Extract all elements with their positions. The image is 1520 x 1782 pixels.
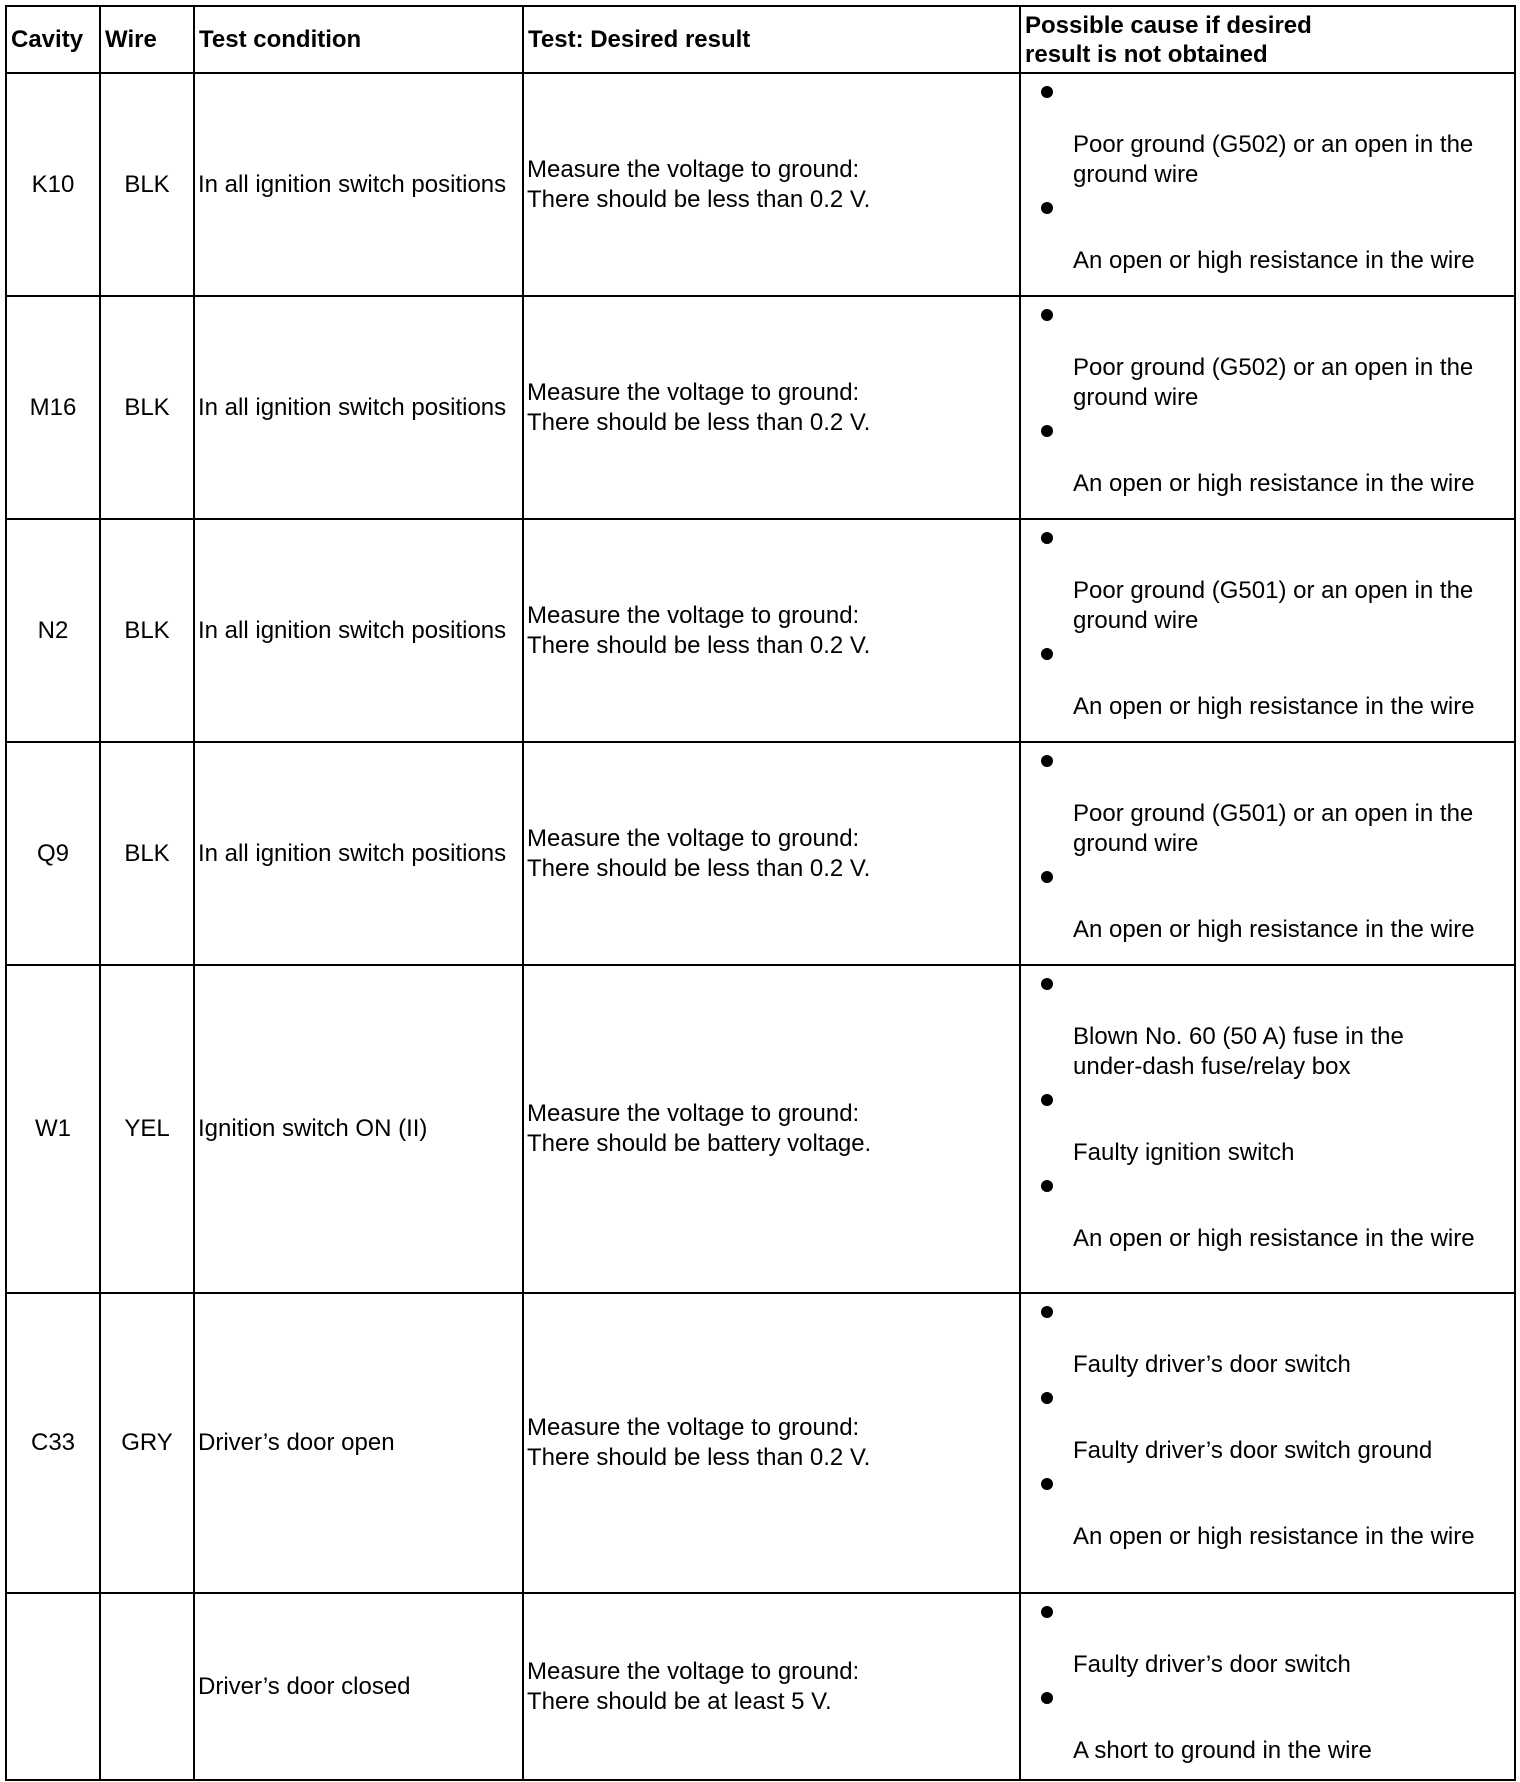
result-line-2: There should be less than 0.2 V. (527, 631, 871, 659)
cause-list (1021, 297, 1514, 499)
cause-text-line-1: An open or high resistance in the wire (1073, 693, 1475, 720)
cause-item (1021, 966, 1514, 1082)
cause-text (1073, 216, 1514, 276)
cause-item (1021, 1594, 1514, 1680)
cavity-cell: K10 (6, 73, 100, 296)
desired-result-cell (523, 519, 1020, 742)
result-line-1: Measure the voltage to ground: (527, 1657, 860, 1685)
desired-result-cell (523, 742, 1020, 965)
cavity-cell: Q9 (6, 742, 100, 965)
header-desired-result: Test: Desired result (523, 6, 1020, 73)
header-possible-cause (1020, 6, 1515, 73)
result-line-2: There should be at least 5 V. (527, 1687, 832, 1715)
cause-text-line-2: ground wire (1073, 607, 1199, 634)
cause-text-line-1: An open or high resistance in the wire (1073, 470, 1475, 497)
cavity-cell: N2 (6, 519, 100, 742)
bullet-icon (1041, 1392, 1053, 1404)
header-wire: Wire (100, 6, 194, 73)
cause-text (1073, 1406, 1514, 1466)
cause-list (1021, 74, 1514, 276)
cause-item (1021, 520, 1514, 636)
cavity-cell: W1 (6, 965, 100, 1293)
cause-text-line-2: ground wire (1073, 161, 1199, 188)
table-row (6, 519, 1515, 742)
wire-cell: YEL (100, 965, 194, 1293)
cause-item (1021, 413, 1514, 499)
possible-cause-cell (1020, 296, 1515, 519)
header-cavity: Cavity (6, 6, 100, 73)
test-condition-cell: Ignition switch ON (II) (194, 965, 523, 1293)
cause-text (1073, 769, 1514, 859)
cause-item (1021, 190, 1514, 276)
cavity-cell: C33 (6, 1293, 100, 1593)
cavity-cell (6, 1593, 100, 1780)
result-line-1: Measure the voltage to ground: (527, 601, 860, 629)
test-condition-cell: Driver’s door closed (194, 1593, 523, 1780)
desired-result-cell (523, 1293, 1020, 1593)
cause-text (1073, 885, 1514, 945)
bullet-icon (1041, 425, 1053, 437)
possible-cause-cell (1020, 519, 1515, 742)
cause-text-line-1: Poor ground (G501) or an open in the (1073, 577, 1474, 604)
test-condition-cell: Driver’s door open (194, 1293, 523, 1593)
table-row (6, 1593, 1515, 1780)
result-line-2: There should be less than 0.2 V. (527, 185, 871, 213)
result-line-2: There should be less than 0.2 V. (527, 1444, 871, 1471)
cause-list (1021, 1594, 1514, 1766)
cause-text-line-1: Faulty driver’s door switch (1073, 1651, 1351, 1678)
test-condition-cell: In all ignition switch positions (194, 519, 523, 742)
cause-list (1021, 966, 1514, 1254)
cause-text (1073, 1620, 1514, 1680)
cause-text-line-1: Faulty driver’s door switch ground (1073, 1437, 1433, 1464)
cause-item (1021, 1466, 1514, 1552)
bullet-icon (1041, 1606, 1053, 1618)
cause-text (1073, 1320, 1514, 1380)
test-condition-cell: In all ignition switch positions (194, 296, 523, 519)
cause-text-line-1: Blown No. 60 (50 A) fuse in the (1073, 1023, 1404, 1050)
cause-item (1021, 1168, 1514, 1254)
bullet-icon (1041, 86, 1053, 98)
table-row (6, 1293, 1515, 1593)
test-condition-cell: In all ignition switch positions (194, 742, 523, 965)
possible-cause-cell (1020, 965, 1515, 1293)
wire-cell: BLK (100, 519, 194, 742)
result-line-1: Measure the voltage to ground: (527, 1100, 860, 1127)
cause-text (1073, 1194, 1514, 1254)
cause-item (1021, 297, 1514, 413)
table-row (6, 73, 1515, 296)
cause-text-line-1: An open or high resistance in the wire (1073, 1225, 1475, 1252)
desired-result-cell (523, 73, 1020, 296)
wire-cell: BLK (100, 742, 194, 965)
cause-item (1021, 1082, 1514, 1168)
cause-text-line-1: Faulty driver’s door switch (1073, 1351, 1351, 1378)
cause-text-line-1: Poor ground (G502) or an open in the (1073, 131, 1474, 158)
wire-cell (100, 1593, 194, 1780)
result-line-2: There should be less than 0.2 V. (527, 408, 871, 436)
bullet-icon (1041, 309, 1053, 321)
cause-list (1021, 743, 1514, 945)
cause-text (1073, 662, 1514, 722)
cause-text-line-1: Faulty ignition switch (1073, 1139, 1295, 1166)
cause-item (1021, 1680, 1514, 1766)
bullet-icon (1041, 1478, 1053, 1490)
possible-cause-cell (1020, 73, 1515, 296)
cause-text (1073, 992, 1514, 1082)
cause-item (1021, 636, 1514, 722)
desired-result-cell (523, 1593, 1020, 1780)
bullet-icon (1041, 755, 1053, 767)
table-row (6, 965, 1515, 1293)
result-line-1: Measure the voltage to ground: (527, 378, 860, 406)
cause-text (1073, 546, 1514, 636)
cause-item (1021, 1380, 1514, 1466)
cavity-cell: M16 (6, 296, 100, 519)
cause-list (1021, 1294, 1514, 1552)
cause-text-line-1: An open or high resistance in the wire (1073, 1523, 1475, 1550)
result-line-1: Measure the voltage to ground: (527, 1414, 860, 1441)
bullet-icon (1041, 1306, 1053, 1318)
cause-text (1073, 1108, 1514, 1168)
cause-text (1073, 323, 1514, 413)
wire-cell: GRY (100, 1293, 194, 1593)
cause-text (1073, 1492, 1514, 1552)
cause-item (1021, 859, 1514, 945)
header-cause-line-1: Possible cause if desired (1025, 11, 1312, 39)
bullet-icon (1041, 871, 1053, 883)
cause-text-line-2: ground wire (1073, 830, 1199, 857)
cause-text (1073, 439, 1514, 499)
possible-cause-cell (1020, 1293, 1515, 1593)
test-condition-cell: In all ignition switch positions (194, 73, 523, 296)
cause-list (1021, 520, 1514, 722)
cause-text-line-1: An open or high resistance in the wire (1073, 247, 1475, 274)
wire-cell: BLK (100, 296, 194, 519)
cause-text (1073, 1706, 1514, 1766)
possible-cause-cell (1020, 1593, 1515, 1780)
bullet-icon (1041, 1094, 1053, 1106)
cause-text-line-2: ground wire (1073, 384, 1199, 411)
bullet-icon (1041, 202, 1053, 214)
bullet-icon (1041, 1180, 1053, 1192)
cause-text-line-1: An open or high resistance in the wire (1073, 916, 1475, 943)
result-line-2: There should be battery voltage. (527, 1130, 872, 1157)
possible-cause-cell (1020, 742, 1515, 965)
bullet-icon (1041, 532, 1053, 544)
desired-result-cell (523, 296, 1020, 519)
desired-result-cell (523, 965, 1020, 1293)
wire-cell: BLK (100, 73, 194, 296)
cause-text-line-1: Poor ground (G501) or an open in the (1073, 800, 1474, 827)
table-row (6, 742, 1515, 965)
header-test-condition: Test condition (194, 6, 523, 73)
header-row (6, 6, 1515, 73)
bullet-icon (1041, 648, 1053, 660)
cause-text (1073, 100, 1514, 190)
cause-text-line-1: Poor ground (G502) or an open in the (1073, 354, 1474, 381)
bullet-icon (1041, 1692, 1053, 1704)
header-cause-line-2: result is not obtained (1025, 40, 1268, 68)
cause-text-line-2: under-dash fuse/relay box (1073, 1053, 1351, 1080)
bullet-icon (1041, 978, 1053, 990)
cause-text-line-1: A short to ground in the wire (1073, 1737, 1372, 1764)
cause-item (1021, 74, 1514, 190)
table-row (6, 296, 1515, 519)
cause-item (1021, 743, 1514, 859)
result-line-1: Measure the voltage to ground: (527, 155, 860, 183)
result-line-2: There should be less than 0.2 V. (527, 854, 871, 882)
diagnostic-table (5, 5, 1516, 1781)
cause-item (1021, 1294, 1514, 1380)
result-line-1: Measure the voltage to ground: (527, 824, 860, 852)
